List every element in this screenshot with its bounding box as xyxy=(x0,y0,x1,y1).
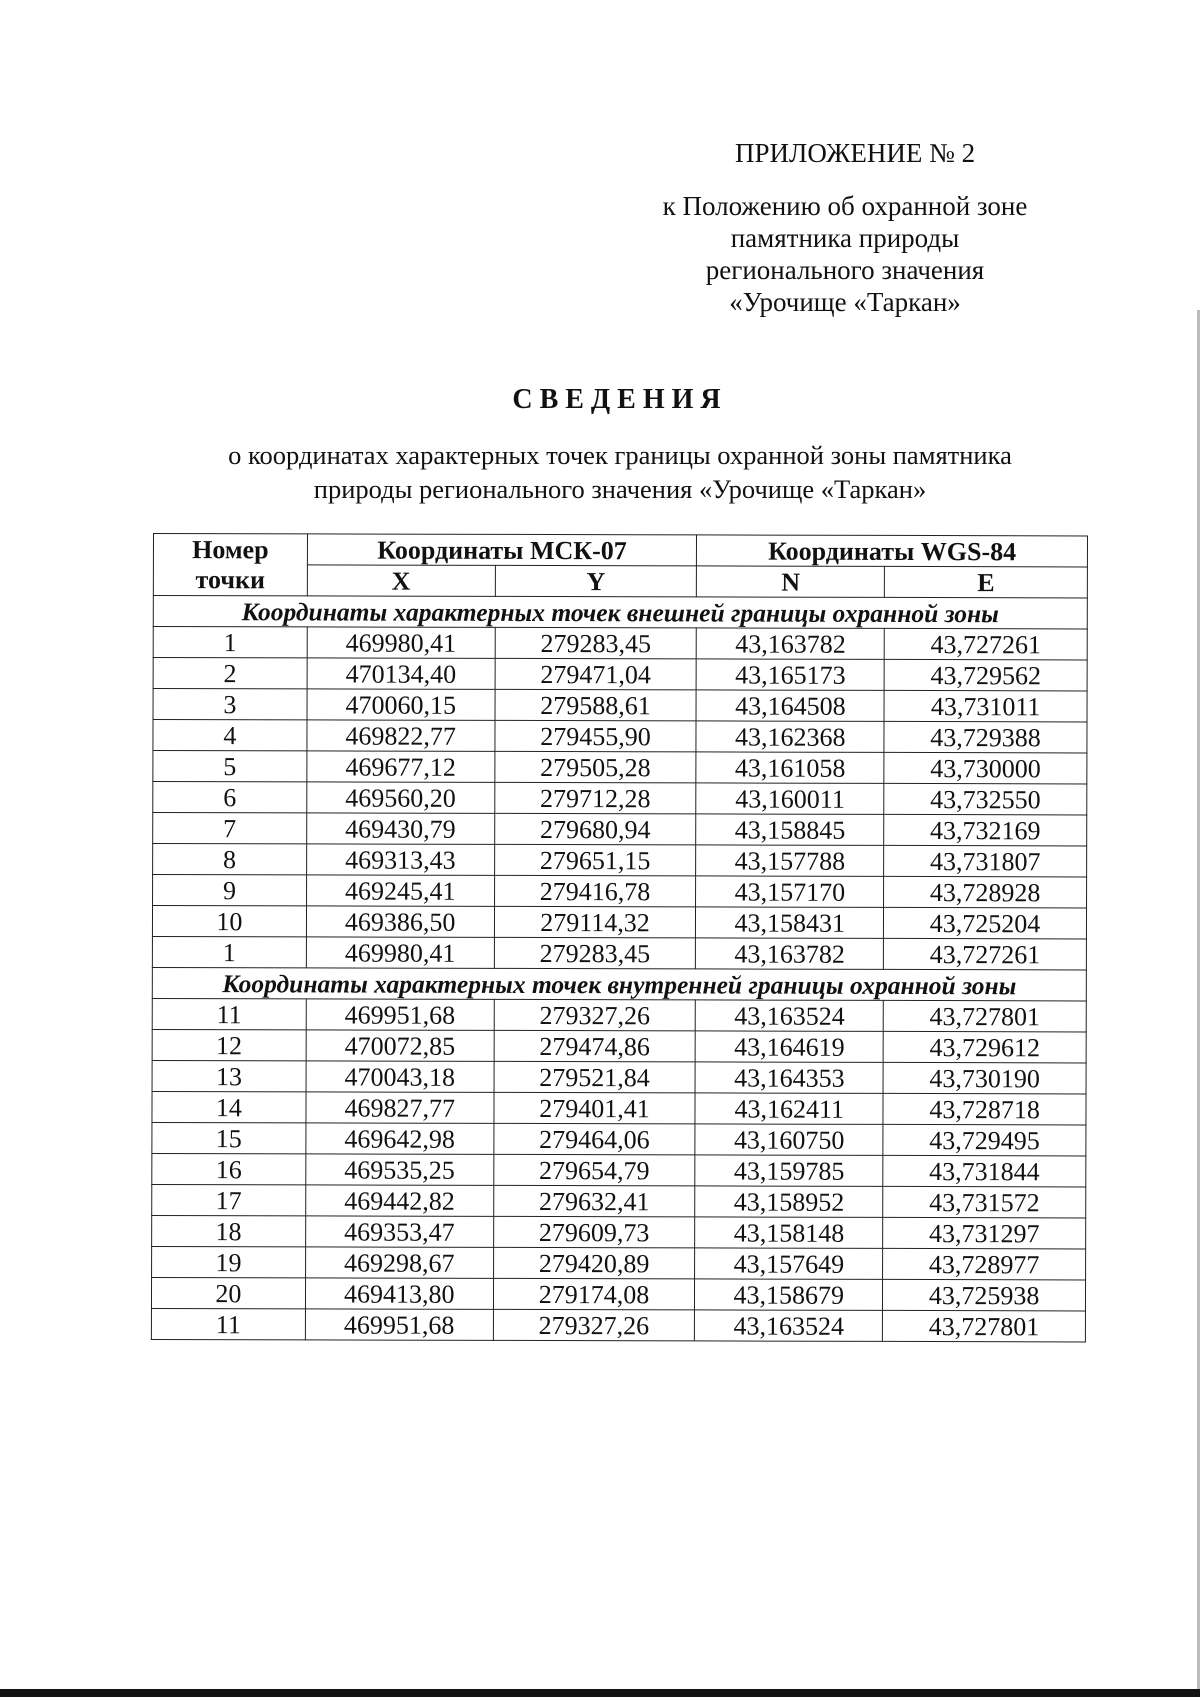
page-edge-bottom xyxy=(0,1689,1200,1697)
y-cell: 279283,45 xyxy=(494,937,696,969)
n-cell: 43,162368 xyxy=(696,721,884,752)
e-cell: 43,731297 xyxy=(883,1217,1086,1249)
e-cell: 43,731807 xyxy=(884,845,1087,877)
point-number-cell: 14 xyxy=(152,1091,306,1122)
table-row xyxy=(153,813,1087,846)
point-number-cell: 7 xyxy=(153,813,307,844)
n-cell: 43,164508 xyxy=(696,690,884,721)
x-cell: 469677,12 xyxy=(307,751,495,782)
e-cell: 43,731011 xyxy=(884,690,1087,722)
point-number-cell: 10 xyxy=(152,906,306,937)
point-number-header xyxy=(153,534,307,596)
x-cell: 470134,40 xyxy=(307,658,495,689)
x-cell: 469353,47 xyxy=(305,1216,493,1247)
document-subheading-line: природы регионального значения «Урочище «Таркан» xyxy=(313,474,927,504)
table-row xyxy=(152,1091,1086,1124)
table-row xyxy=(152,936,1086,969)
point-number-cell: 15 xyxy=(152,1122,306,1153)
n-cell: 43,158952 xyxy=(695,1186,883,1217)
n-cell: 43,163782 xyxy=(696,938,884,969)
n-cell: 43,158679 xyxy=(695,1279,883,1310)
e-cell: 43,727801 xyxy=(883,1000,1086,1032)
point-number-cell: 3 xyxy=(153,689,307,720)
n-cell: 43,164619 xyxy=(696,1031,884,1062)
table-row xyxy=(153,782,1087,815)
n-cell: 43,159785 xyxy=(695,1155,883,1186)
e-cell: 43,727261 xyxy=(884,628,1087,660)
table-row xyxy=(153,658,1087,691)
point-number-cell: 2 xyxy=(153,658,307,689)
y-cell: 279651,15 xyxy=(494,844,696,876)
y-cell: 279401,41 xyxy=(494,1092,696,1124)
appendix-label: ПРИЛОЖЕНИЕ № 2 xyxy=(735,138,976,168)
table-row xyxy=(153,844,1087,877)
appendix-caption-line: регионального значения xyxy=(705,255,985,285)
e-cell: 43,732169 xyxy=(884,814,1087,846)
n-cell: 43,163524 xyxy=(696,1000,884,1031)
x-cell: 469386,50 xyxy=(306,906,494,937)
x-cell: 469313,43 xyxy=(306,844,494,875)
n-cell: 43,158845 xyxy=(696,814,884,845)
y-cell: 279654,79 xyxy=(493,1154,695,1186)
table-row xyxy=(152,1122,1086,1155)
n-cell: 43,157170 xyxy=(696,876,884,907)
point-number-cell: 6 xyxy=(153,782,307,813)
x-cell: 469951,68 xyxy=(305,1309,493,1340)
x-cell: 469827,77 xyxy=(306,1092,494,1123)
x-cell: 469535,25 xyxy=(306,1154,494,1185)
y-cell: 279505,28 xyxy=(494,751,696,783)
x-cell: 469980,41 xyxy=(307,627,495,658)
x-column-header: X xyxy=(307,565,495,596)
e-cell: 43,727261 xyxy=(884,938,1087,970)
table-row xyxy=(152,906,1086,939)
appendix-caption-line: к Положению об охранной зоне xyxy=(662,191,1028,221)
point-number-cell: 19 xyxy=(152,1246,306,1277)
point-number-cell: 12 xyxy=(152,1029,306,1060)
x-cell: 469298,67 xyxy=(305,1247,493,1278)
x-cell: 469413,80 xyxy=(305,1278,493,1309)
n-cell: 43,157788 xyxy=(696,845,884,876)
n-cell: 43,160750 xyxy=(695,1124,883,1155)
appendix-caption xyxy=(640,190,1050,318)
document-subheading xyxy=(150,438,1090,506)
section-title-row xyxy=(153,596,1087,629)
section-title-row xyxy=(152,967,1086,1000)
point-number-cell: 1 xyxy=(152,936,306,967)
appendix-caption-line: «Урочище «Таркан» xyxy=(729,287,961,317)
y-cell: 279416,78 xyxy=(494,875,696,907)
x-cell: 470060,15 xyxy=(307,689,495,720)
table-row xyxy=(151,1277,1085,1310)
y-cell: 279327,26 xyxy=(493,1309,695,1341)
table-row xyxy=(153,627,1087,660)
e-cell: 43,725938 xyxy=(883,1279,1086,1311)
point-number-cell: 4 xyxy=(153,720,307,751)
x-cell: 469245,41 xyxy=(306,875,494,906)
point-number-cell: 16 xyxy=(152,1153,306,1184)
coordinates-table xyxy=(151,533,1088,1342)
table-row xyxy=(152,1153,1086,1186)
y-cell: 279521,84 xyxy=(494,1061,696,1093)
point-number-cell: 11 xyxy=(151,1308,305,1339)
n-cell: 43,162411 xyxy=(695,1093,883,1124)
point-number-cell: 11 xyxy=(152,998,306,1029)
e-cell: 43,729562 xyxy=(884,659,1087,691)
table-row xyxy=(152,1060,1086,1093)
section-title: Координаты характерных точек внутренней границы охранной зоны xyxy=(152,967,1086,1000)
x-cell: 469442,82 xyxy=(306,1185,494,1216)
e-cell: 43,729388 xyxy=(884,721,1087,753)
point-number-cell: 17 xyxy=(152,1184,306,1215)
n-cell: 43,163524 xyxy=(695,1310,883,1341)
point-number-cell: 18 xyxy=(152,1215,306,1246)
e-cell: 43,728718 xyxy=(883,1093,1086,1125)
y-cell: 279464,06 xyxy=(493,1123,695,1155)
y-cell: 279632,41 xyxy=(493,1185,695,1217)
table-row xyxy=(153,875,1087,908)
y-cell: 279712,28 xyxy=(494,782,696,814)
e-cell: 43,731844 xyxy=(883,1155,1086,1187)
x-cell: 469560,20 xyxy=(307,782,495,813)
table-row xyxy=(152,1246,1086,1279)
point-number-cell: 8 xyxy=(153,844,307,875)
table-row xyxy=(153,751,1087,784)
n-cell: 43,165173 xyxy=(696,659,884,690)
n-cell: 43,157649 xyxy=(695,1248,883,1279)
msk-group-header: Координаты МСК-07 xyxy=(307,534,697,566)
n-cell: 43,164353 xyxy=(695,1062,883,1093)
n-cell: 43,160011 xyxy=(696,783,884,814)
point-number-cell: 20 xyxy=(151,1277,305,1308)
y-column-header: Y xyxy=(495,565,697,597)
y-cell: 279474,86 xyxy=(494,1030,696,1062)
table-row xyxy=(152,1184,1086,1217)
y-cell: 279588,61 xyxy=(495,689,697,721)
point-number-cell: 5 xyxy=(153,751,307,782)
e-cell: 43,731572 xyxy=(883,1186,1086,1218)
table-row xyxy=(152,1029,1086,1062)
appendix-caption-line: памятника природы xyxy=(730,223,960,253)
n-cell: 43,161058 xyxy=(696,752,884,783)
table-row xyxy=(151,1308,1085,1341)
point-number-cell: 13 xyxy=(152,1060,306,1091)
point-number-cell: 9 xyxy=(153,875,307,906)
table-header-row xyxy=(153,534,1087,567)
e-cell: 43,729612 xyxy=(883,1031,1086,1063)
x-cell: 470072,85 xyxy=(306,1030,494,1061)
y-cell: 279283,45 xyxy=(495,627,697,659)
n-cell: 43,163782 xyxy=(697,628,885,659)
y-cell: 279455,90 xyxy=(495,720,697,752)
y-cell: 279680,94 xyxy=(494,813,696,845)
x-cell: 469822,77 xyxy=(307,720,495,751)
e-cell: 43,730000 xyxy=(884,752,1087,784)
table-row xyxy=(152,1215,1086,1248)
e-column-header: E xyxy=(885,566,1088,598)
table-row xyxy=(153,689,1087,722)
n-cell: 43,158148 xyxy=(695,1217,883,1248)
point-number-header-line: Номер xyxy=(192,534,269,564)
coordinates-table-body xyxy=(151,596,1087,1342)
table-row xyxy=(153,720,1087,753)
y-cell: 279327,26 xyxy=(494,999,696,1031)
wgs-group-header: Координаты WGS-84 xyxy=(697,535,1088,567)
table-row xyxy=(152,998,1086,1031)
y-cell: 279471,04 xyxy=(495,658,697,690)
x-cell: 469980,41 xyxy=(306,937,494,968)
n-cell: 43,158431 xyxy=(696,907,884,938)
y-cell: 279174,08 xyxy=(493,1278,695,1310)
e-cell: 43,727801 xyxy=(883,1310,1086,1342)
e-cell: 43,729495 xyxy=(883,1124,1086,1156)
document-heading: СВЕДЕНИЯ xyxy=(512,384,728,415)
x-cell: 469642,98 xyxy=(306,1123,494,1154)
point-number-cell: 1 xyxy=(153,627,307,658)
e-cell: 43,725204 xyxy=(884,907,1087,939)
n-column-header: N xyxy=(697,566,885,597)
point-number-header-line: точки xyxy=(195,564,266,594)
y-cell: 279420,89 xyxy=(493,1247,695,1279)
e-cell: 43,730190 xyxy=(883,1062,1086,1094)
e-cell: 43,732550 xyxy=(884,783,1087,815)
x-cell: 469951,68 xyxy=(306,999,494,1030)
e-cell: 43,728928 xyxy=(884,876,1087,908)
y-cell: 279609,73 xyxy=(493,1216,695,1248)
x-cell: 469430,79 xyxy=(306,813,494,844)
e-cell: 43,728977 xyxy=(883,1248,1086,1280)
x-cell: 470043,18 xyxy=(306,1061,494,1092)
section-title: Координаты характерных точек внешней границы охранной зоны xyxy=(153,596,1087,629)
document-subheading-line: о координатах характерных точек границы охранной зоны памятника xyxy=(228,440,1012,470)
y-cell: 279114,32 xyxy=(494,906,696,938)
